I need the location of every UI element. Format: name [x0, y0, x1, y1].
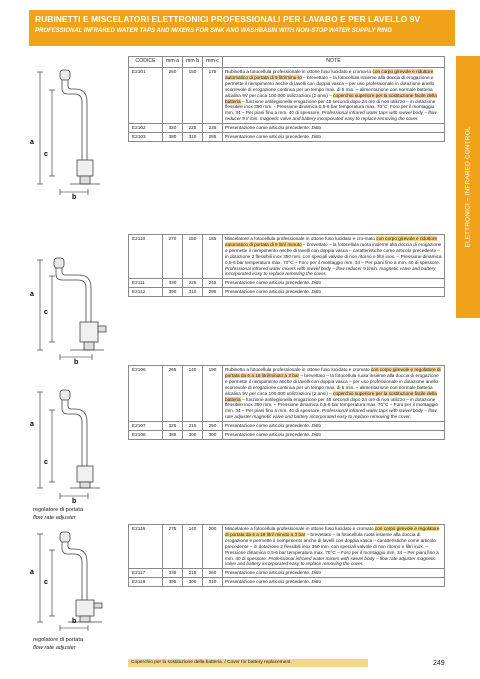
english-note-text: Ditto [310, 432, 322, 438]
note-text: Presentazione come articolo precedente. [225, 432, 311, 438]
note-text: – brevettato – la fotocellula ruota insieme alla doccia di erogazione e permette il riempimento anche di lavelli con doppia vasca – caratteristiche come articolo precedente – in dotazione 2 flessibili inox 350 mm. con speciali valvole di non ritorno e filtri inox. – Pressione dinamica 0,5-6 bar temperatura max. 70°C – Foro per il montaggio mm. 34 – Per piani fino a mm. 40 di spessore. [225, 241, 442, 265]
dim-c-cell: 185 [203, 235, 223, 279]
dim-label-c: c [44, 151, 48, 158]
dim-a-cell: 380 [163, 133, 183, 142]
dim-label-c: c [44, 459, 48, 466]
dim-label-b: b [72, 498, 77, 504]
highlighted-note-text: con corpo girevole e riduttore automatico di portata di 9 litri/ minuto [225, 236, 438, 247]
table-row [129, 133, 445, 142]
dim-a-cell: 270 [163, 235, 183, 279]
dim-b-cell: 150 [183, 235, 203, 279]
dim-label-b: b [72, 194, 77, 200]
caption-en: flow rate adjuster [33, 515, 76, 521]
highlighted-note-text: con corpo girevole e regolatore di portata da 6 a 18 litri/minuto a 3 bar [225, 367, 441, 378]
note-text: Presentazione come articolo precedente. [225, 125, 311, 131]
dim-a-cell: 260 [163, 68, 183, 124]
dim-b-cell: 225 [183, 279, 203, 288]
note-text: Miscelatore a fotocellula professionale in ottone fuso lucidato e cromato [225, 526, 375, 531]
footer-note: Coperchio per la sostituzione della batteria. / Cover for battery replacement. [128, 659, 368, 667]
caption-it: regolatore di portata [33, 507, 84, 513]
spec-table-2 [128, 234, 445, 297]
dim-b-cell: 310 [183, 288, 203, 297]
highlighted-note-text: coperchio superiore per la sostituzione facile della batteria [225, 390, 437, 402]
note-text: Rubinetto a fotocellula professionale in ottone fuso lucidato e croma- [225, 69, 368, 74]
dim-c-cell: 285 [203, 133, 223, 142]
dim-c-cell: 245 [203, 279, 223, 288]
dim-c-cell: 175 [203, 68, 223, 124]
side-tab-label: ELETTRONICI – INFRARED CONTROL [464, 126, 472, 248]
english-note-text: Ditto [310, 570, 322, 576]
dim-a-cell: 335 [163, 569, 183, 578]
note-cell [223, 569, 445, 578]
code-cell: E2118 [129, 578, 163, 587]
highlighted-note-text: con corpo girevole e riduttore automatico di portata di 9 litri/minu- [225, 69, 434, 80]
note-text: – brevettato – la fotocellula ruota insieme alla doccia di erogazione e permette il riempimento anche di lavelli con doppia vasca – per uso professionale in dotazione anello scorrevole di erogazione continua per un tempo max. di 5 min. – alimentazione con normale batteria alcalina 9V per circa 100.000 utilizzazioni (2 anni) – [225, 372, 439, 396]
code-cell: E2112 [129, 288, 163, 297]
note-cell [223, 578, 445, 587]
note-text: Presentazione come articolo precedente. [225, 570, 311, 576]
col-header-a: mm a [163, 57, 183, 68]
dim-label-a: a [30, 139, 34, 146]
dim-b-cell: 310 [183, 133, 203, 142]
table-row [129, 431, 445, 440]
table-header-row [129, 57, 445, 68]
page-subtitle: PROFESSIONAL INFRARED WATER TAPS AND MIXERS FOR SINK AND WASHBASIN WITH NON-STOP WATER SUPPLY RING [35, 28, 392, 34]
english-note-text: Professional infrared water mixers with swivel body – flow reducer 9 l/min. magnetic valve and battery incorporated easy to replace removing the cover. [225, 265, 436, 277]
dim-a-cell: 325 [163, 422, 183, 431]
code-cell: E2108 [129, 431, 163, 440]
note-text: Presentazione come articolo precedente. [225, 579, 311, 585]
code-cell: E2103 [129, 133, 163, 142]
table-row [129, 569, 445, 578]
mixer-illustration [0, 236, 128, 364]
note-text: Presentazione come articolo precedente. [225, 423, 311, 429]
note-cell [223, 235, 445, 279]
english-note-text: Ditto [310, 125, 322, 131]
note-cell [223, 124, 445, 133]
col-header-b: mm b [183, 57, 203, 68]
tap-drawing-4 [0, 526, 128, 634]
dim-c-cell: 295 [203, 288, 223, 297]
dim-c-cell: 190 [203, 366, 223, 422]
note-cell [223, 422, 445, 431]
code-cell: E2107 [129, 422, 163, 431]
table-row [129, 525, 445, 569]
dim-c-cell: 300 [203, 431, 223, 440]
highlighted-note-text: con corpo girevole e regolatore di portata da 6 a 18 litri/ minuto a 3 bar [225, 526, 440, 537]
code-cell: E2117 [129, 569, 163, 578]
page-number: 249 [433, 660, 445, 667]
note-text: Foro per il montaggio mm. 34 – Per piani fino a mm. 40 di spessore. [225, 104, 435, 116]
mixer-illustration [0, 526, 128, 634]
dim-a-cell: 330 [163, 279, 183, 288]
note-text: – brevettato – la fotocellula ruota insieme alla doccia di erogazione e permette il riempimento anche di lavelli con doppia vasca – caratteristiche come articolo precedente – in dotazione 2 flessibili inox 350 mm. con speciali valvole di non ritorno e filtri inox. – Pressione dinamica 0,5-6 bar temperatura max. 70°C – Foro per il montaggio mm. 34 – Per piani fino a mm. 40 di spessore. [225, 531, 439, 561]
note-text: Presentazione come articolo precedente. [225, 280, 311, 286]
dim-label-b: b [72, 618, 77, 625]
code-cell: E2116 [129, 525, 163, 569]
note-cell [223, 133, 445, 142]
note-text: to [367, 69, 373, 74]
note-cell [223, 288, 445, 297]
dim-b-cell: 140 [183, 525, 203, 569]
dim-c-cell: 235 [203, 124, 223, 133]
note-text: – funzione antilegionella erogazione per 45 secondi dopo 24 ore di non utilizzo – in dotazione flessibile inox 350 mm. - Pressione dinamica 0,5-6 bar temperatura max. 70°C. [225, 98, 436, 110]
dim-b-cell: 215 [183, 422, 203, 431]
note-text: Rubinetto a fotocellula professionale in ottone fuso lucidato e cromato [225, 367, 371, 372]
dim-a-cell: 385 [163, 431, 183, 440]
tap-illustration [0, 60, 128, 200]
table-row [129, 288, 445, 297]
tap-illustration [0, 368, 128, 504]
caption-it: regolatore di portata [33, 637, 84, 643]
dim-a-cell: 390 [163, 288, 183, 297]
section-header [29, 10, 455, 46]
spec-table-1 [128, 56, 445, 142]
page-title: RUBINETTI E MISCELATORI ELETTRONICI PROFESSIONALI PER LAVABO E PER LAVELLO 9V [35, 14, 421, 24]
dim-c-cell: 310 [203, 578, 223, 587]
col-header-c: mm c [203, 57, 223, 68]
dim-label-b: b [74, 359, 79, 364]
note-cell [223, 68, 445, 124]
note-cell [223, 431, 445, 440]
dim-b-cell: 300 [183, 431, 203, 440]
spec-table-4 [128, 524, 445, 587]
dim-a-cell: 265 [163, 366, 183, 422]
dim-a-cell: 320 [163, 124, 183, 133]
tap-drawing-3 [0, 368, 128, 504]
highlighted-note-text: to [297, 74, 302, 80]
note-text: Miscelatore a fotocellula professionale in ottone fuso lucidato e cro-mato [225, 236, 377, 241]
dim-a-cell: 275 [163, 525, 183, 569]
table-row [129, 422, 445, 431]
english-note-text: Ditto [310, 280, 322, 286]
dim-label-a: a [30, 421, 34, 428]
table-row [129, 279, 445, 288]
caption-flow-rate-1 [33, 506, 83, 522]
dim-label-c: c [44, 309, 48, 316]
caption-flow-rate-2 [33, 636, 83, 652]
note-cell [223, 525, 445, 569]
english-note-text: Ditto [310, 579, 322, 585]
dim-label-c: c [44, 579, 48, 586]
table-row [129, 124, 445, 133]
english-note-text: Ditto [310, 134, 322, 140]
table-row [129, 68, 445, 124]
dim-b-cell: 225 [183, 124, 203, 133]
side-tab [456, 56, 480, 318]
table-row [129, 578, 445, 587]
highlighted-note-text: coperchio superiore per la sostituzione facile della batteria [225, 92, 437, 104]
code-cell: E2106 [129, 366, 163, 422]
english-note-text: Ditto [310, 289, 322, 295]
note-cell [223, 279, 445, 288]
dim-c-cell: 250 [203, 422, 223, 431]
table-row [129, 235, 445, 279]
col-header-code: CODICE [129, 57, 163, 68]
note-text: – brevettato – la fotocellula insieme alla doccia di erogazione e permette il riempimento anche di lavelli con doppia vasca – per uso professionale in dotazione anello scorrevole di erogazione continua per un tempo max. di 5 min. – alimentazione con normale batteria alcalina 9V per circa 100.000 utilizzazioni (2 anni) – [225, 74, 435, 98]
code-cell: E2111 [129, 279, 163, 288]
english-note-text: Professional infrared water taps with swivel body – flow rate adjuster magnetic valve and battery incorporated easy to replace removing the cover. [225, 408, 437, 420]
code-cell: E2110 [129, 235, 163, 279]
dim-b-cell: 300 [183, 578, 203, 587]
code-cell: E2101 [129, 68, 163, 124]
dim-c-cell: 260 [203, 569, 223, 578]
tap-drawing-1 [0, 60, 128, 200]
table-row [129, 366, 445, 422]
dim-c-cell: 200 [203, 525, 223, 569]
note-text: Presentazione come articolo precedente. [225, 134, 311, 140]
note-cell [223, 366, 445, 422]
tap-drawing-2 [0, 236, 128, 364]
dim-b-cell: 140 [183, 366, 203, 422]
code-cell: E2102 [129, 124, 163, 133]
dim-a-cell: 395 [163, 578, 183, 587]
note-text: Presentazione come articolo precedente. [225, 289, 311, 295]
dim-b-cell: 215 [183, 569, 203, 578]
col-header-note: NOTE [223, 57, 445, 68]
english-note-text: Professional infrared water taps with swivel body – flow reducer 9 l/ min. magnetic valve and battery incorporated easy to replace removing the cover. [225, 110, 437, 122]
english-note-text: Ditto [310, 423, 322, 429]
dim-label-a: a [30, 569, 34, 576]
dim-label-a: a [30, 291, 34, 298]
dim-b-cell: 150 [183, 68, 203, 124]
caption-en: flow rate adjuster [33, 645, 76, 651]
english-note-text: Professional infrared water mixers with swivel body – flow rate adjuster magnetic valve and battery incorporated easy to replace removing the cover. [225, 555, 436, 567]
note-text: – funzione antilegionella erogazione per 45 secondi dopo 24 ore di non utilizzo – in dotazione flessibile inox 350 mm. – Pressione dinamica 0,5-6 bar temperatura max. 70°C – Foro per il montaggio mm. 34 – Per piani fino a mm. 40 di spessore. [225, 396, 438, 414]
spec-table-3 [128, 365, 445, 440]
